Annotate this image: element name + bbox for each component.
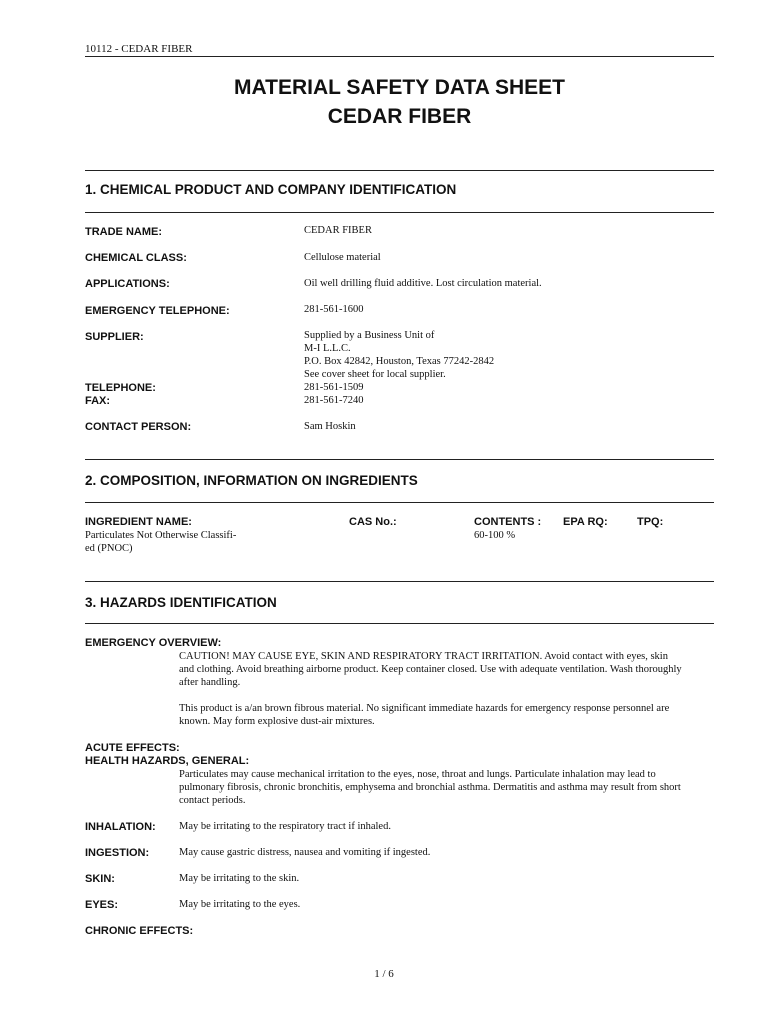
applications-value: Oil well drilling fluid additive. Lost circulation material.	[304, 278, 542, 289]
applications-label: APPLICATIONS:	[85, 278, 170, 290]
document-title: MATERIAL SAFETY DATA SHEET	[234, 76, 565, 99]
inhalation-value: May be irritating to the respiratory tract if inhaled.	[179, 821, 391, 832]
overview-line: known. May form explosive dust-air mixtures.	[179, 716, 375, 727]
supplier-line: P.O. Box 42842, Houston, Texas 77242-2842	[304, 356, 495, 367]
trade-name-value: CEDAR FIBER	[304, 225, 372, 236]
overview-line: CAUTION! MAY CAUSE EYE, SKIN AND RESPIRATORY TRACT IRRITATION. Avoid contact with eyes, skin	[179, 651, 668, 662]
document-id: 10112 - CEDAR FIBER	[85, 43, 193, 55]
contact-person-label: CONTACT PERSON:	[85, 421, 192, 433]
page-number: 1 / 6	[374, 968, 394, 980]
health-line: Particulates may cause mechanical irritation to the eyes, nose, throat and lungs. Particulate inhalation may lead to	[179, 769, 656, 780]
section1-bottom-rule	[85, 212, 714, 213]
section2-bottom-rule	[85, 502, 714, 503]
section1-top-rule	[85, 170, 714, 171]
eyes-label: EYES:	[85, 899, 119, 911]
tpq-column-header: TPQ:	[637, 516, 664, 528]
telephone-label: TELEPHONE:	[85, 382, 156, 394]
supplier-line: Supplied by a Business Unit of	[304, 330, 435, 341]
section3-top-rule	[85, 581, 714, 582]
ingestion-label: INGESTION:	[85, 847, 150, 859]
chemical-class-value: Cellulose material	[304, 252, 381, 263]
skin-value: May be irritating to the skin.	[179, 873, 300, 884]
supplier-line: See cover sheet for local supplier.	[304, 369, 446, 380]
section2-top-rule	[85, 459, 714, 460]
epa-rq-column-header: EPA RQ:	[563, 516, 608, 528]
fax-label: FAX:	[85, 395, 111, 407]
supplier-label: SUPPLIER:	[85, 331, 144, 343]
overview-line: This product is a/an brown fibrous material. No significant immediate hazards for emergency response personnel are	[179, 703, 670, 714]
emergency-telephone-label: EMERGENCY TELEPHONE:	[85, 305, 230, 317]
supplier-line: M-I L.L.C.	[304, 343, 351, 354]
emergency-telephone-value: 281-561-1600	[304, 304, 364, 315]
ingestion-value: May cause gastric distress, nausea and vomiting if ingested.	[179, 847, 431, 858]
emergency-overview-label: EMERGENCY OVERVIEW:	[85, 637, 222, 649]
cas-column-header: CAS No.:	[349, 516, 397, 528]
telephone-value: 281-561-1509	[304, 382, 364, 393]
chemical-class-label: CHEMICAL CLASS:	[85, 252, 187, 264]
section2-heading: 2. COMPOSITION, INFORMATION ON INGREDIENTS	[85, 473, 418, 488]
health-hazards-label: HEALTH HAZARDS, GENERAL:	[85, 755, 250, 767]
contact-person-value: Sam Hoskin	[304, 421, 356, 432]
skin-label: SKIN:	[85, 873, 115, 885]
ingredient-name: ed (PNOC)	[85, 543, 133, 554]
trade-name-label: TRADE NAME:	[85, 226, 162, 238]
fax-value: 281-561-7240	[304, 395, 364, 406]
overview-line: after handling.	[179, 677, 241, 688]
contents-column-header: CONTENTS :	[474, 516, 542, 528]
overview-line: and clothing. Avoid breathing airborne product. Keep container closed. Use with adequate ventilation. Wash thoroughly	[179, 664, 682, 675]
ingredient-contents: 60-100 %	[474, 530, 516, 541]
ingredient-name: Particulates Not Otherwise Classifi-	[85, 530, 237, 541]
section3-heading: 3. HAZARDS IDENTIFICATION	[85, 595, 277, 610]
header-rule	[85, 56, 714, 57]
health-line: contact periods.	[179, 795, 246, 806]
section3-bottom-rule	[85, 623, 714, 624]
health-line: pulmonary fibrosis, chronic bronchitis, emphysema and bronchial asthma. Dermatitis and asthma may result from short	[179, 782, 681, 793]
acute-effects-label: ACUTE EFFECTS:	[85, 742, 180, 754]
section1-heading: 1. CHEMICAL PRODUCT AND COMPANY IDENTIFICATION	[85, 182, 457, 197]
ingredient-column-header: INGREDIENT NAME:	[85, 516, 192, 528]
inhalation-label: INHALATION:	[85, 821, 156, 833]
chronic-effects-label: CHRONIC EFFECTS:	[85, 925, 194, 937]
eyes-value: May be irritating to the eyes.	[179, 899, 301, 910]
document-subtitle: CEDAR FIBER	[327, 105, 472, 128]
